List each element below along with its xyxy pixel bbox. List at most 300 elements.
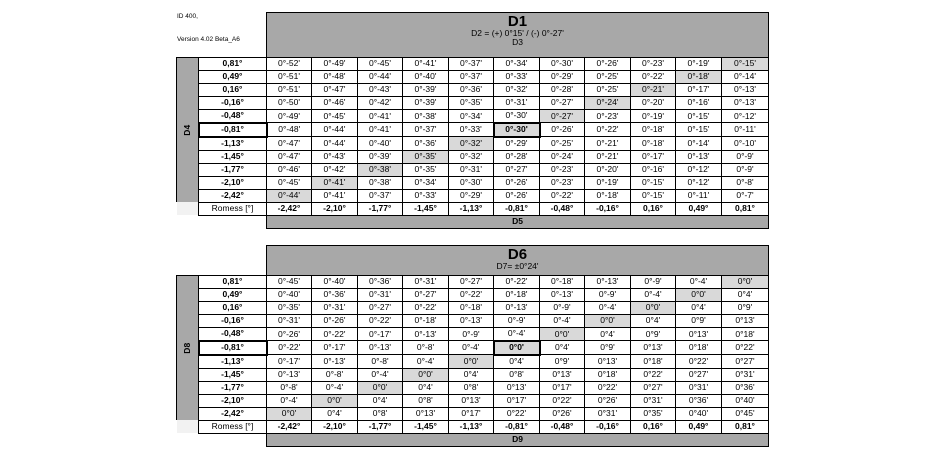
table-cell: 0°-17' bbox=[676, 83, 722, 96]
table-row bbox=[177, 355, 769, 369]
bottom-corner bbox=[177, 215, 267, 228]
table-cell: 0°40' bbox=[676, 407, 722, 420]
table-cell: 0°0' bbox=[631, 301, 676, 314]
table-cell: 0°-13' bbox=[676, 150, 722, 163]
table-cell: 0°-29' bbox=[494, 137, 540, 151]
table-cell: 0°-8' bbox=[267, 381, 312, 394]
footer-value: -0,16° bbox=[585, 420, 631, 433]
row-label: -2,10° bbox=[199, 394, 267, 407]
table-cell: 0°-22' bbox=[267, 341, 312, 355]
side-label bbox=[177, 57, 199, 202]
table-cell: 0°-28' bbox=[494, 150, 540, 163]
table-cell: 0°-13' bbox=[267, 368, 312, 381]
row-label: -0,16° bbox=[199, 96, 267, 109]
table-row bbox=[177, 314, 769, 327]
footer-value: 0,49° bbox=[676, 420, 722, 433]
table-cell: 0°-13' bbox=[722, 96, 769, 109]
table-cell: 0°-11' bbox=[676, 189, 722, 202]
table-cell: 0°-32' bbox=[449, 137, 494, 151]
table-cell: 0°-23' bbox=[540, 176, 585, 189]
table-cell: 0°-17' bbox=[267, 355, 312, 369]
side-label bbox=[177, 275, 199, 420]
table-cell: 0°35' bbox=[631, 407, 676, 420]
table-cell: 0°-30' bbox=[449, 176, 494, 189]
table-cell: 0°-12' bbox=[676, 163, 722, 176]
table-cell: 0°-39' bbox=[403, 83, 449, 96]
table-cell: 0°22' bbox=[722, 341, 769, 355]
table-cell: 0°-18' bbox=[494, 288, 540, 301]
table-cell: 0°-50' bbox=[267, 96, 312, 109]
table-title: D1 bbox=[507, 13, 528, 30]
table-cell: 0°4' bbox=[403, 381, 449, 394]
table-cell: 0°13' bbox=[676, 327, 722, 341]
table-cell: 0°-23' bbox=[540, 163, 585, 176]
table-bottom-label: D9 bbox=[267, 433, 769, 446]
table-cell: 0°-36' bbox=[403, 137, 449, 151]
footer-value: -2,10° bbox=[312, 420, 358, 433]
table-cell: 0°0' bbox=[358, 381, 403, 394]
table-row bbox=[177, 123, 769, 137]
table-cell: 0°-33' bbox=[494, 70, 540, 83]
table-row bbox=[177, 301, 769, 314]
table-cell: 0°-4' bbox=[449, 341, 494, 355]
table-row bbox=[177, 189, 769, 202]
table-cell: 0°-14' bbox=[676, 137, 722, 151]
table-cell: 0°13' bbox=[403, 407, 449, 420]
row-label: -0,48° bbox=[199, 109, 267, 123]
table-cell: 0°-9' bbox=[494, 314, 540, 327]
row-label: -0,81° bbox=[199, 123, 267, 137]
table-cell: 0°-4' bbox=[403, 355, 449, 369]
table-cell: 0°-19' bbox=[631, 109, 676, 123]
table-cell: 0°-29' bbox=[449, 189, 494, 202]
table-cell: 0°-25' bbox=[585, 83, 631, 96]
side-label-text: D8 bbox=[182, 342, 192, 354]
table-cell: 0°-37' bbox=[449, 57, 494, 70]
row-label: -0,48° bbox=[199, 327, 267, 341]
row-label: 0,16° bbox=[199, 83, 267, 96]
table-cell: 0°17' bbox=[494, 394, 540, 407]
table-row bbox=[177, 407, 769, 420]
table-cell: 0°-45' bbox=[358, 57, 403, 70]
table-cell: 0°36' bbox=[722, 381, 769, 394]
row-label: -0,16° bbox=[199, 314, 267, 327]
table-row bbox=[177, 163, 769, 176]
footer-corner bbox=[177, 420, 199, 433]
table-cell: 0°8' bbox=[494, 368, 540, 381]
footer-value: 0,16° bbox=[631, 202, 676, 215]
table-cell: 0°-30' bbox=[494, 123, 540, 137]
table-cell: 0°-8' bbox=[312, 368, 358, 381]
table-cell: 0°-43' bbox=[312, 150, 358, 163]
table-cell: 0°-26' bbox=[540, 123, 585, 137]
table-cell: 0°-46' bbox=[267, 163, 312, 176]
table-cell: 0°45' bbox=[722, 407, 769, 420]
table-cell: 0°-44' bbox=[267, 189, 312, 202]
table-cell: 0°-48' bbox=[267, 123, 312, 137]
table-cell: 0°-13' bbox=[312, 355, 358, 369]
table-cell: 0°8' bbox=[403, 394, 449, 407]
table-cell: 0°22' bbox=[585, 381, 631, 394]
table-cell: 0°-37' bbox=[358, 189, 403, 202]
table-cell: 0°26' bbox=[540, 407, 585, 420]
table-cell: 0°-18' bbox=[449, 301, 494, 314]
table-cell: 0°-9' bbox=[631, 275, 676, 288]
table-cell: 0°-31' bbox=[358, 288, 403, 301]
table-cell: 0°9' bbox=[585, 341, 631, 355]
table-row bbox=[177, 327, 769, 341]
table-cell: 0°-51' bbox=[267, 83, 312, 96]
table-cell: 0°-16' bbox=[676, 96, 722, 109]
row-label: -1,13° bbox=[199, 137, 267, 151]
footer-value: -2,42° bbox=[267, 202, 312, 215]
table-cell: 0°-18' bbox=[540, 275, 585, 288]
table-cell: 0°-34' bbox=[403, 176, 449, 189]
table-cell: 0°-7' bbox=[722, 189, 769, 202]
row-label: -2,42° bbox=[199, 189, 267, 202]
table-cell: 0°-24' bbox=[540, 150, 585, 163]
table-subtitle: D7= ±0°24' bbox=[496, 261, 539, 271]
table-cell: 0°-8' bbox=[403, 341, 449, 355]
table-cell: 0°-4' bbox=[358, 368, 403, 381]
table-row bbox=[177, 394, 769, 407]
table-cell: 0°4' bbox=[312, 407, 358, 420]
table-cell: 0°0' bbox=[494, 341, 540, 355]
table-cell: 0°-21' bbox=[585, 137, 631, 151]
table-cell: 0°-15' bbox=[676, 123, 722, 137]
table-cell: 0°22' bbox=[631, 368, 676, 381]
table-cell: 0°-18' bbox=[631, 137, 676, 151]
table-cell: 0°-26' bbox=[312, 314, 358, 327]
table-cell: 0°-19' bbox=[585, 176, 631, 189]
table-cell: 0°40' bbox=[722, 394, 769, 407]
table-cell: 0°-25' bbox=[540, 137, 585, 151]
table-cell: 0°-9' bbox=[585, 288, 631, 301]
table-cell: 0°-39' bbox=[403, 96, 449, 109]
table-cell: 0°-4' bbox=[540, 314, 585, 327]
table-cell: 0°-41' bbox=[312, 189, 358, 202]
table-cell: 0°-11' bbox=[722, 123, 769, 137]
table-cell: 0°18' bbox=[722, 327, 769, 341]
table-cell: 0°-22' bbox=[631, 70, 676, 83]
table-cell: 0°-12' bbox=[722, 109, 769, 123]
table-cell: 0°-19' bbox=[676, 57, 722, 70]
table-cell: 0°13' bbox=[631, 341, 676, 355]
table-cell: 0°4' bbox=[631, 314, 676, 327]
table-cell: 0°-14' bbox=[722, 70, 769, 83]
table-cell: 0°-35' bbox=[403, 150, 449, 163]
table-cell: 0°-16' bbox=[631, 163, 676, 176]
table-cell: 0°4' bbox=[676, 301, 722, 314]
table-cell: 0°9' bbox=[631, 327, 676, 341]
table-row bbox=[177, 109, 769, 123]
table-cell: 0°-35' bbox=[267, 301, 312, 314]
row-label: -2,42° bbox=[199, 407, 267, 420]
id-label: ID 400, bbox=[177, 13, 198, 20]
table-cell: 0°-27' bbox=[540, 96, 585, 109]
table-cell: 0°18' bbox=[676, 341, 722, 355]
table-cell: 0°-4' bbox=[585, 301, 631, 314]
footer-value: -1,13° bbox=[449, 202, 494, 215]
table-cell: 0°8' bbox=[358, 407, 403, 420]
header-corner bbox=[177, 246, 267, 276]
table-cell: 0°0' bbox=[267, 407, 312, 420]
table-cell: 0°-44' bbox=[312, 123, 358, 137]
table-row bbox=[177, 288, 769, 301]
table-cell: 0°-27' bbox=[358, 301, 403, 314]
table-cell: 0°4' bbox=[540, 341, 585, 355]
table-cell: 0°22' bbox=[540, 394, 585, 407]
table-cell: 0°-22' bbox=[494, 275, 540, 288]
row-label: -1,77° bbox=[199, 163, 267, 176]
table-cell: 0°0' bbox=[540, 327, 585, 341]
table-cell: 0°13' bbox=[722, 314, 769, 327]
table-cell: 0°-27' bbox=[540, 109, 585, 123]
table-cell: 0°-27' bbox=[403, 288, 449, 301]
table-cell: 0°-8' bbox=[358, 355, 403, 369]
table-cell: 0°-47' bbox=[267, 150, 312, 163]
footer-value: 0,16° bbox=[631, 420, 676, 433]
table-cell: 0°-20' bbox=[585, 163, 631, 176]
table-cell: 0°-31' bbox=[449, 163, 494, 176]
table-cell: 0°22' bbox=[494, 407, 540, 420]
table-cell: 0°-48' bbox=[312, 70, 358, 83]
row-label: 0,49° bbox=[199, 70, 267, 83]
table-cell: 0°-4' bbox=[676, 275, 722, 288]
header-corner bbox=[177, 13, 267, 58]
table-bottom-label: D5 bbox=[267, 215, 769, 228]
table-cell: 0°-31' bbox=[267, 314, 312, 327]
row-label: 0,16° bbox=[199, 301, 267, 314]
table-cell: 0°-51' bbox=[267, 70, 312, 83]
bottom-corner bbox=[177, 433, 267, 446]
table-cell: 0°-26' bbox=[267, 327, 312, 341]
table-cell: 0°-41' bbox=[358, 109, 403, 123]
table-sub-label: D3 bbox=[512, 36, 523, 47]
table-cell: 0°-21' bbox=[585, 150, 631, 163]
table-cell: 0°0' bbox=[585, 314, 631, 327]
table-cell: 0°0' bbox=[403, 368, 449, 381]
table-cell: 0°9' bbox=[540, 355, 585, 369]
footer-value: 0,81° bbox=[722, 202, 769, 215]
table-cell: 0°-27' bbox=[494, 163, 540, 176]
table-cell: 0°31' bbox=[676, 381, 722, 394]
table-cell: 0°-4' bbox=[267, 394, 312, 407]
table-cell: 0°31' bbox=[631, 394, 676, 407]
table-cell: 0°-26' bbox=[494, 189, 540, 202]
table-cell: 0°-30' bbox=[494, 109, 540, 123]
table-cell: 0°36' bbox=[676, 394, 722, 407]
table-cell: 0°-22' bbox=[312, 327, 358, 341]
table-cell: 0°-15' bbox=[676, 109, 722, 123]
table-cell: 0°-41' bbox=[312, 176, 358, 189]
footer-value: -0,48° bbox=[540, 202, 585, 215]
table-cell: 0°-13' bbox=[540, 288, 585, 301]
table-cell: 0°-26' bbox=[585, 57, 631, 70]
table-cell: 0°-22' bbox=[585, 123, 631, 137]
table-cell: 0°-9' bbox=[449, 327, 494, 341]
table-cell: 0°-29' bbox=[540, 70, 585, 83]
table-cell: 0°-40' bbox=[312, 275, 358, 288]
table-cell: 0°13' bbox=[494, 381, 540, 394]
table-cell: 0°-13' bbox=[494, 301, 540, 314]
row-label: -2,10° bbox=[199, 176, 267, 189]
table-cell: 0°-40' bbox=[358, 137, 403, 151]
table-cell: 0°-4' bbox=[494, 327, 540, 341]
table-cell: 0°13' bbox=[449, 394, 494, 407]
footer-value: 0,49° bbox=[676, 202, 722, 215]
table-cell: 0°4' bbox=[585, 327, 631, 341]
table-cell: 0°-8' bbox=[722, 176, 769, 189]
table-cell: 0°4' bbox=[494, 355, 540, 369]
table-cell: 0°-10' bbox=[722, 137, 769, 151]
table-cell: 0°-18' bbox=[585, 189, 631, 202]
table-cell: 0°-31' bbox=[403, 275, 449, 288]
table-title: D6 bbox=[507, 246, 528, 263]
table-cell: 0°-13' bbox=[585, 275, 631, 288]
table-cell: 0°17' bbox=[449, 407, 494, 420]
table-cell: 0°-42' bbox=[312, 163, 358, 176]
table-row bbox=[177, 150, 769, 163]
footer-value: -2,10° bbox=[312, 202, 358, 215]
table-row bbox=[177, 96, 769, 109]
table-cell: 0°-44' bbox=[312, 137, 358, 151]
table-cell: 0°-13' bbox=[449, 314, 494, 327]
table-cell: 0°-22' bbox=[358, 314, 403, 327]
header-row bbox=[177, 246, 769, 276]
row-label: 0,49° bbox=[199, 288, 267, 301]
footer-value: -1,45° bbox=[403, 202, 449, 215]
table-cell: 0°-21' bbox=[631, 83, 676, 96]
table-row bbox=[177, 57, 769, 70]
bottom-row bbox=[177, 215, 769, 228]
table-cell: 0°-46' bbox=[312, 96, 358, 109]
footer-value: -1,45° bbox=[403, 420, 449, 433]
table-cell: 0°13' bbox=[585, 355, 631, 369]
side-label-text: D4 bbox=[182, 124, 192, 136]
table-row bbox=[177, 341, 769, 355]
table-cell: 0°-17' bbox=[631, 150, 676, 163]
table-cell: 0°-18' bbox=[403, 314, 449, 327]
table-header bbox=[267, 246, 769, 276]
table-cell: 0°-35' bbox=[403, 163, 449, 176]
footer-corner bbox=[177, 202, 199, 215]
table-cell: 0°-20' bbox=[631, 96, 676, 109]
table-cell: 0°-22' bbox=[540, 189, 585, 202]
table-cell: 0°-9' bbox=[722, 150, 769, 163]
table-cell: 0°-38' bbox=[358, 176, 403, 189]
table-cell: 0°-43' bbox=[358, 83, 403, 96]
table-cell: 0°-45' bbox=[267, 275, 312, 288]
table-cell: 0°4' bbox=[358, 394, 403, 407]
table-cell: 0°31' bbox=[722, 368, 769, 381]
table-row bbox=[177, 137, 769, 151]
table-cell: 0°-38' bbox=[358, 163, 403, 176]
table-cell: 0°-23' bbox=[631, 57, 676, 70]
table-cell: 0°8' bbox=[449, 381, 494, 394]
footer-value: -2,42° bbox=[267, 420, 312, 433]
table-cell: 0°0' bbox=[312, 394, 358, 407]
table-cell: 0°17' bbox=[540, 381, 585, 394]
table-cell: 0°-40' bbox=[267, 288, 312, 301]
table-cell: 0°18' bbox=[585, 368, 631, 381]
table-cell: 0°-35' bbox=[449, 96, 494, 109]
angle-table-2 bbox=[176, 245, 769, 447]
table-cell: 0°-32' bbox=[494, 83, 540, 96]
table-cell: 0°-40' bbox=[403, 70, 449, 83]
table-cell: 0°-36' bbox=[358, 275, 403, 288]
table-cell: 0°22' bbox=[676, 355, 722, 369]
table-cell: 0°-13' bbox=[403, 327, 449, 341]
table-cell: 0°13' bbox=[540, 368, 585, 381]
table-cell: 0°4' bbox=[722, 288, 769, 301]
table-cell: 0°-38' bbox=[403, 109, 449, 123]
table-cell: 0°18' bbox=[631, 355, 676, 369]
footer-value: -1,13° bbox=[449, 420, 494, 433]
table-row bbox=[177, 381, 769, 394]
row-label: -1,45° bbox=[199, 368, 267, 381]
row-label: 0,81° bbox=[199, 57, 267, 70]
table-header bbox=[267, 13, 769, 58]
table-cell: 0°-27' bbox=[449, 275, 494, 288]
footer-label: Romess [°] bbox=[199, 202, 267, 215]
table-row bbox=[177, 83, 769, 96]
row-label: -1,45° bbox=[199, 150, 267, 163]
table-cell: 0°-13' bbox=[722, 83, 769, 96]
row-label: 0,81° bbox=[199, 275, 267, 288]
table-cell: 0°-30' bbox=[540, 57, 585, 70]
table-cell: 0°0' bbox=[449, 355, 494, 369]
row-label: -1,13° bbox=[199, 355, 267, 369]
footer-value: -0,16° bbox=[585, 202, 631, 215]
table-cell: 0°-39' bbox=[358, 150, 403, 163]
table-cell: 0°-15' bbox=[631, 176, 676, 189]
table-cell: 0°-45' bbox=[312, 109, 358, 123]
table-cell: 0°-9' bbox=[722, 163, 769, 176]
table-cell: 0°0' bbox=[722, 275, 769, 288]
table-cell: 0°-36' bbox=[312, 288, 358, 301]
angle-table-1 bbox=[176, 12, 769, 229]
table-cell: 0°-36' bbox=[449, 83, 494, 96]
table-cell: 0°-49' bbox=[267, 109, 312, 123]
table-cell: 0°26' bbox=[585, 394, 631, 407]
table-cell: 0°-4' bbox=[312, 381, 358, 394]
table-cell: 0°-18' bbox=[631, 123, 676, 137]
table-subtitle: D2 = (+) 0°15' / (-) 0°-27' bbox=[471, 28, 564, 38]
table-cell: 0°-26' bbox=[494, 176, 540, 189]
table-cell: 0°-47' bbox=[312, 83, 358, 96]
table-cell: 0°-28' bbox=[540, 83, 585, 96]
footer-row bbox=[177, 420, 769, 433]
table-cell: 0°-15' bbox=[722, 57, 769, 70]
table-cell: 0°-37' bbox=[449, 70, 494, 83]
table-cell: 0°-17' bbox=[358, 327, 403, 341]
table-cell: 0°-52' bbox=[267, 57, 312, 70]
table-cell: 0°-23' bbox=[585, 109, 631, 123]
table-cell: 0°-25' bbox=[585, 70, 631, 83]
table-cell: 0°-15' bbox=[631, 189, 676, 202]
table-cell: 0°-42' bbox=[358, 96, 403, 109]
footer-value: -1,77° bbox=[358, 420, 403, 433]
table-cell: 0°27' bbox=[631, 381, 676, 394]
table-cell: 0°-22' bbox=[403, 301, 449, 314]
table-cell: 0°9' bbox=[676, 314, 722, 327]
table-cell: 0°-13' bbox=[358, 341, 403, 355]
table-cell: 0°9' bbox=[722, 301, 769, 314]
table-cell: 0°-33' bbox=[403, 189, 449, 202]
table-cell: 0°27' bbox=[722, 355, 769, 369]
table-row bbox=[177, 70, 769, 83]
